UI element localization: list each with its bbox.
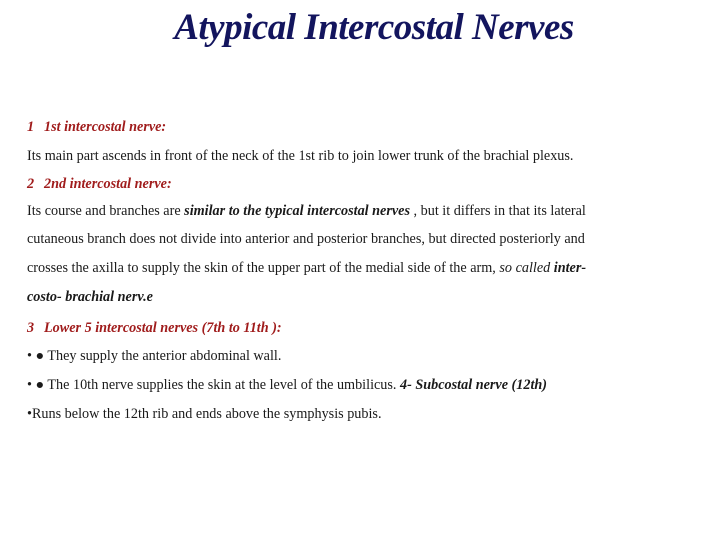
section-3-heading-text: Lower 5 intercostal nerves (7th to 11th ): [44, 320, 282, 336]
section-3-bullet-2-text: • ● The 10th nerve supplies the skin at the level of the umbilicus. [27, 377, 401, 393]
section-2-line-1-start: Its course and branches are [27, 203, 185, 219]
section-2-inter: inter- [550, 260, 587, 276]
section-3-number: 3 [27, 320, 35, 336]
section-1-heading [27, 118, 166, 136]
section-2-so-called: so called [499, 260, 551, 276]
section-3-bullet-1: • ● They supply the anterior abdominal wall. [27, 348, 282, 364]
section-3-heading [27, 319, 282, 337]
section-1-body: Its main part ascends in front of the neck of the 1st rib to join lower trunk of the brachial plexus. [27, 148, 574, 164]
section-2-line-2: cutaneous branch does not divide into anterior and posterior branches, but directed posteriorly and [27, 231, 585, 247]
section-2-heading [27, 175, 172, 193]
subcostal-body: •Runs below the 12th rib and ends above the symphysis pubis. [27, 406, 382, 422]
section-2-line-1 [27, 202, 586, 220]
section-2-line-3-start: crosses the axilla to supply the skin of the upper part of the medial side of the arm, [27, 260, 500, 276]
section-3-bullet-2 [27, 376, 547, 394]
subcostal-heading: 4- Subcostal nerve (12th) [400, 377, 548, 393]
section-2-line-4: costo- brachial nerv.e [27, 289, 153, 305]
section-2-emphasis: similar to the typical intercostal nerves [184, 203, 410, 219]
section-2-line-3 [27, 259, 586, 277]
section-1-number: 1 [27, 119, 35, 135]
section-2-line-1-end: , but it differs in that its lateral [409, 203, 586, 219]
page-title: Atypical Intercostal Nerves [174, 7, 574, 48]
section-2-number: 2 [27, 176, 35, 192]
section-1-heading-text: 1st intercostal nerve: [44, 119, 167, 135]
section-2-heading-text: 2nd intercostal nerve: [44, 176, 172, 192]
